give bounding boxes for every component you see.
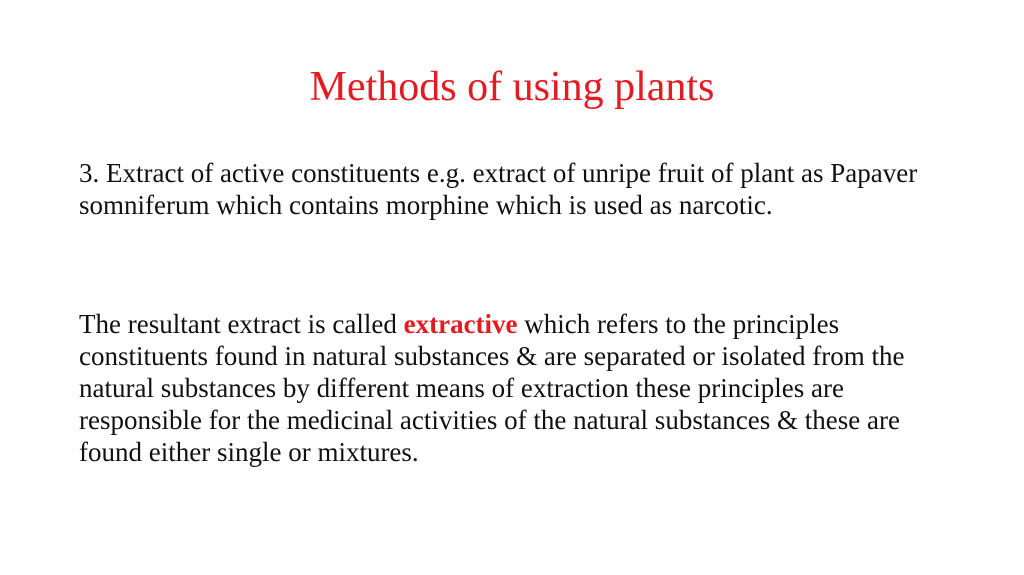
paragraph-text-after: which refers to the principles constituents found in natural substances & are separated or isolated from the natural substances by different means of extraction these principles are responsible for the medicinal activities of the natural substances & these are found either single or mixtures. bbox=[79, 309, 905, 467]
highlighted-term-extractive: extractive bbox=[403, 309, 518, 339]
body-paragraph-extractive bbox=[79, 308, 959, 468]
paragraph-text-before: The resultant extract is called bbox=[79, 309, 404, 339]
slide-title: Methods of using plants bbox=[309, 64, 715, 110]
body-paragraph-extract: 3. Extract of active constituents e.g. extract of unripe fruit of plant as Papaver somniferum which contains morphine which is used as narcotic. bbox=[79, 158, 918, 220]
